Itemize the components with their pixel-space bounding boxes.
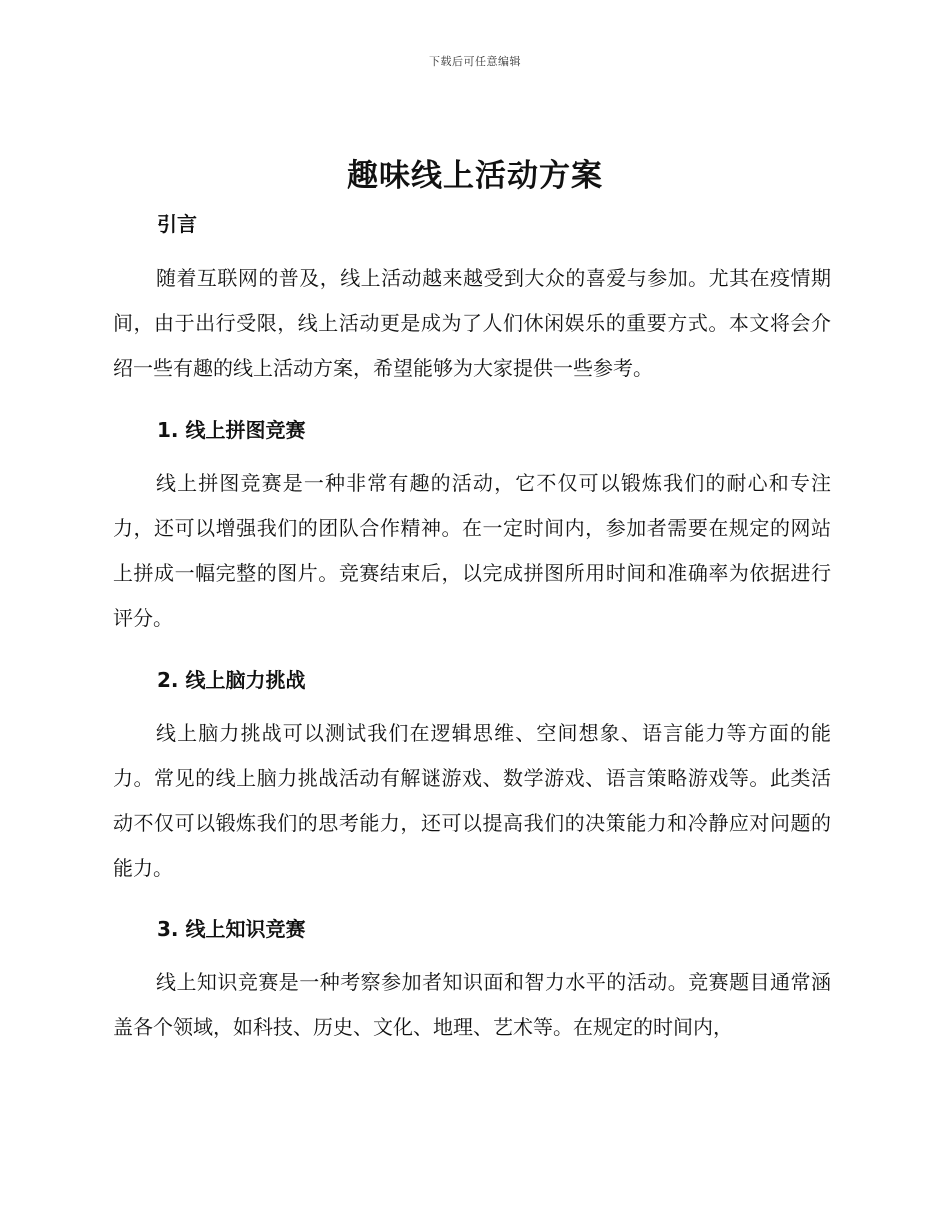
section-paragraph-brain: 线上脑力挑战可以测试我们在逻辑思维、空间想象、语言能力等方面的能力。常见的线上脑力挑战活动有解谜游戏、数学游戏、语言策略游戏等。此类活动不仅可以锻炼我们的思考能力，还可以提高我们的决策能力和冷静应对问题的能力。 (113, 721, 831, 880)
document-title: 趣味线上活动方案 (347, 158, 603, 194)
section-paragraph-quiz: 线上知识竞赛是一种考察参加者知识面和智力水平的活动。竞赛题目通常涵盖各个领域，如科技、历史、文化、地理、艺术等。在规定的时间内， (113, 970, 831, 1039)
section-heading-quiz: 3. 线上知识竞赛 (157, 917, 306, 941)
intro-heading: 引言 (157, 212, 197, 236)
page-header-note: 下载后可任意编辑 (429, 55, 521, 68)
section-heading-puzzle: 1. 线上拼图竞赛 (157, 418, 306, 442)
intro-paragraph: 随着互联网的普及，线上活动越来越受到大众的喜爱与参加。尤其在疫情期间，由于出行受限，线上活动更是成为了人们休闲娱乐的重要方式。本文将会介绍一些有趣的线上活动方案，希望能够为大家提供一些参考。 (113, 266, 831, 380)
section-heading-brain: 2. 线上脑力挑战 (157, 668, 306, 692)
section-paragraph-puzzle: 线上拼图竞赛是一种非常有趣的活动，它不仅可以锻炼我们的耐心和专注力，还可以增强我们的团队合作精神。在一定时间内，参加者需要在规定的网站上拼成一幅完整的图片。竞赛结束后，以完成拼图所用时间和准确率为依据进行评分。 (113, 471, 831, 630)
